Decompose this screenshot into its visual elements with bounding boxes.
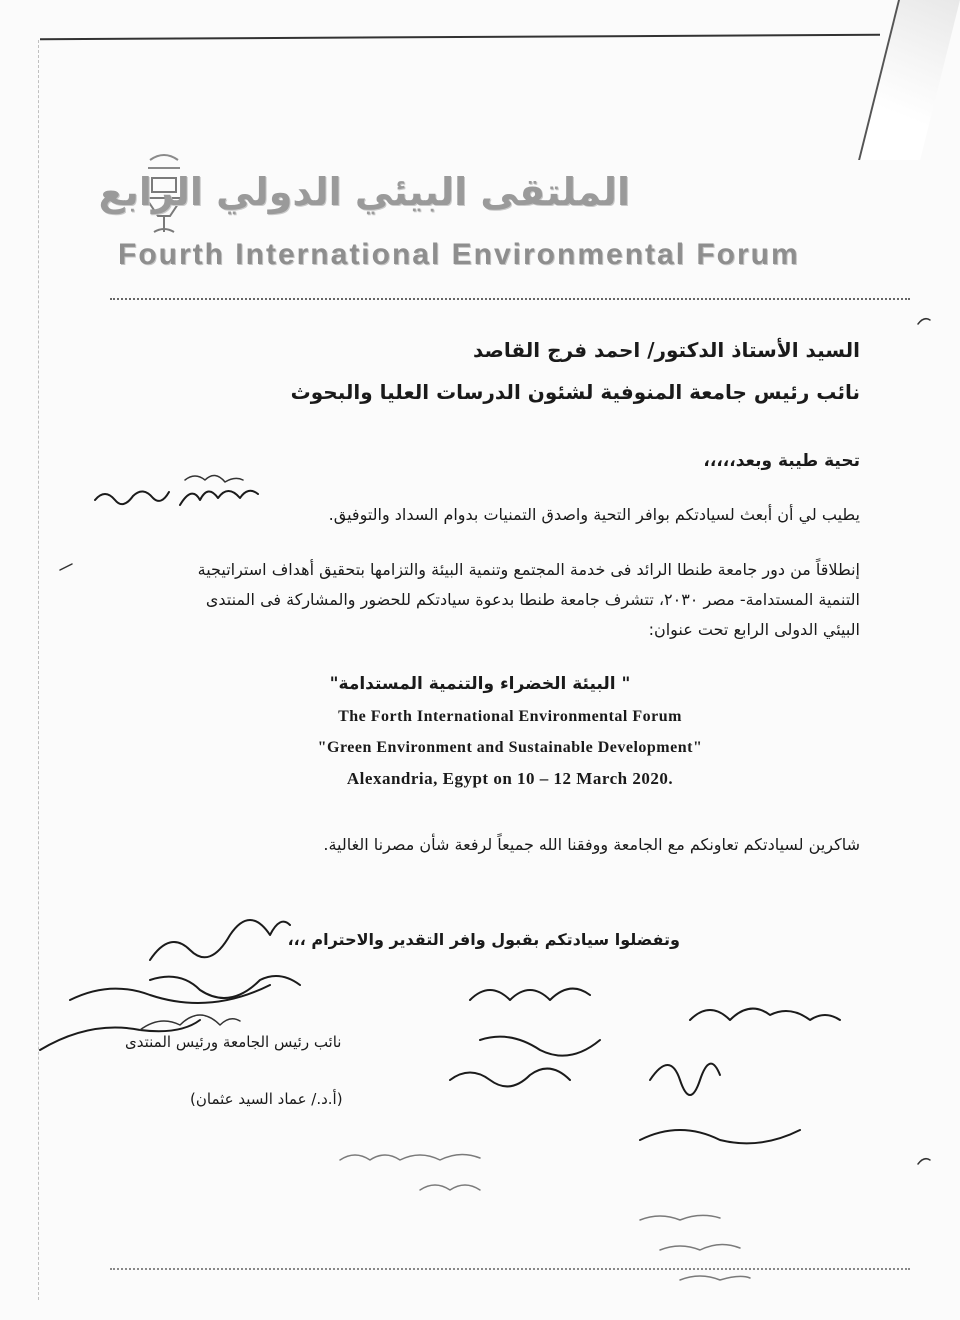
handwritten-date-mark — [180, 491, 258, 505]
scan-mark — [60, 564, 72, 570]
handwritten-note — [650, 1064, 720, 1095]
event-theme-english: "Green Environment and Sustainable Development" — [317, 739, 703, 756]
paragraph-line: إنطلاقاً من دور جامعة طنطا الرائد فى خدمة المجتمع وتنمية البيئة والتزامها بتحقيق أهداف استراتيجية — [197, 560, 860, 579]
handwritten-note — [470, 989, 590, 1000]
recipient-line: السيد الأستاذ الدكتور/ احمد فرج القاصد — [472, 338, 860, 362]
closing-line: وتفضلوا سيادتكم بقبول وافر التقدير والاحترام ،،، — [287, 930, 680, 949]
event-location-date: Alexandria, Egypt on 10 – 12 March 2020. — [346, 769, 674, 788]
paragraph-line: البيئي الدولى الرابع تحت عنوان: — [648, 620, 860, 639]
signatory-name: (أ.د./ عماد السيد عثمان) — [190, 1090, 343, 1108]
handwritten-note — [680, 1276, 750, 1280]
signatory-title: نائب رئيس الجامعة ورئيس المنتدى — [125, 1033, 342, 1051]
handwritten-note — [640, 1215, 720, 1220]
handwritten-note — [660, 1244, 740, 1250]
handwritten-note — [480, 1037, 600, 1056]
greeting: تحية طيبة وبعد،،،،، — [703, 451, 860, 471]
forum-english-header: Fourth International Environmental Forum — [118, 238, 800, 271]
handwritten-note — [420, 1185, 480, 1190]
scan-top-border — [40, 34, 880, 40]
handwritten-signature — [70, 985, 270, 1003]
handwritten-date-mark — [185, 475, 243, 482]
handwritten-date-mark — [95, 491, 169, 504]
footer-dotted-line — [110, 1268, 910, 1270]
event-title-arabic: " البيئة الخضراء والتنمية المستدامة" — [329, 674, 631, 694]
handwritten-signature — [140, 1015, 240, 1030]
thanks-sentence: شاكرين لسيادتكم تعاونكم مع الجامعة ووفقنا الله جميعاً لرفعة شأن مصرنا الغالية. — [323, 835, 860, 854]
event-name-english: The Forth International Environmental Forum — [338, 708, 682, 725]
handwritten-note — [340, 1154, 480, 1160]
handwritten-signature — [150, 920, 290, 960]
scan-mark — [918, 1159, 930, 1164]
handwritten-note — [450, 1069, 570, 1087]
scan-edge-artifact — [858, 0, 960, 160]
handwritten-signature — [150, 976, 300, 998]
handwritten-note — [690, 1009, 840, 1020]
scan-left-border — [38, 40, 40, 1300]
header-divider — [110, 298, 910, 300]
paragraph-line: التنمية المستدامة- مصر ٢٠٣٠، تتشرف جامعة طنطا بدعوة سيادتكم للحضور والمشاركة فى المنتدى — [205, 590, 860, 609]
invitation-paragraph — [120, 555, 860, 645]
recipient-position: نائب رئيس جامعة المنوفية لشئون الدرسات العليا والبحوث — [290, 380, 860, 404]
scan-mark — [918, 319, 930, 324]
intro-sentence: يطيب لي أن أبعث لسيادتكم بوافر التحية واصدق التمنيات بدوام السداد والتوفيق. — [328, 505, 860, 524]
handwritten-note — [640, 1130, 800, 1143]
forum-arabic-header: الملتقى البيئي الدولي الرابع — [98, 170, 630, 214]
